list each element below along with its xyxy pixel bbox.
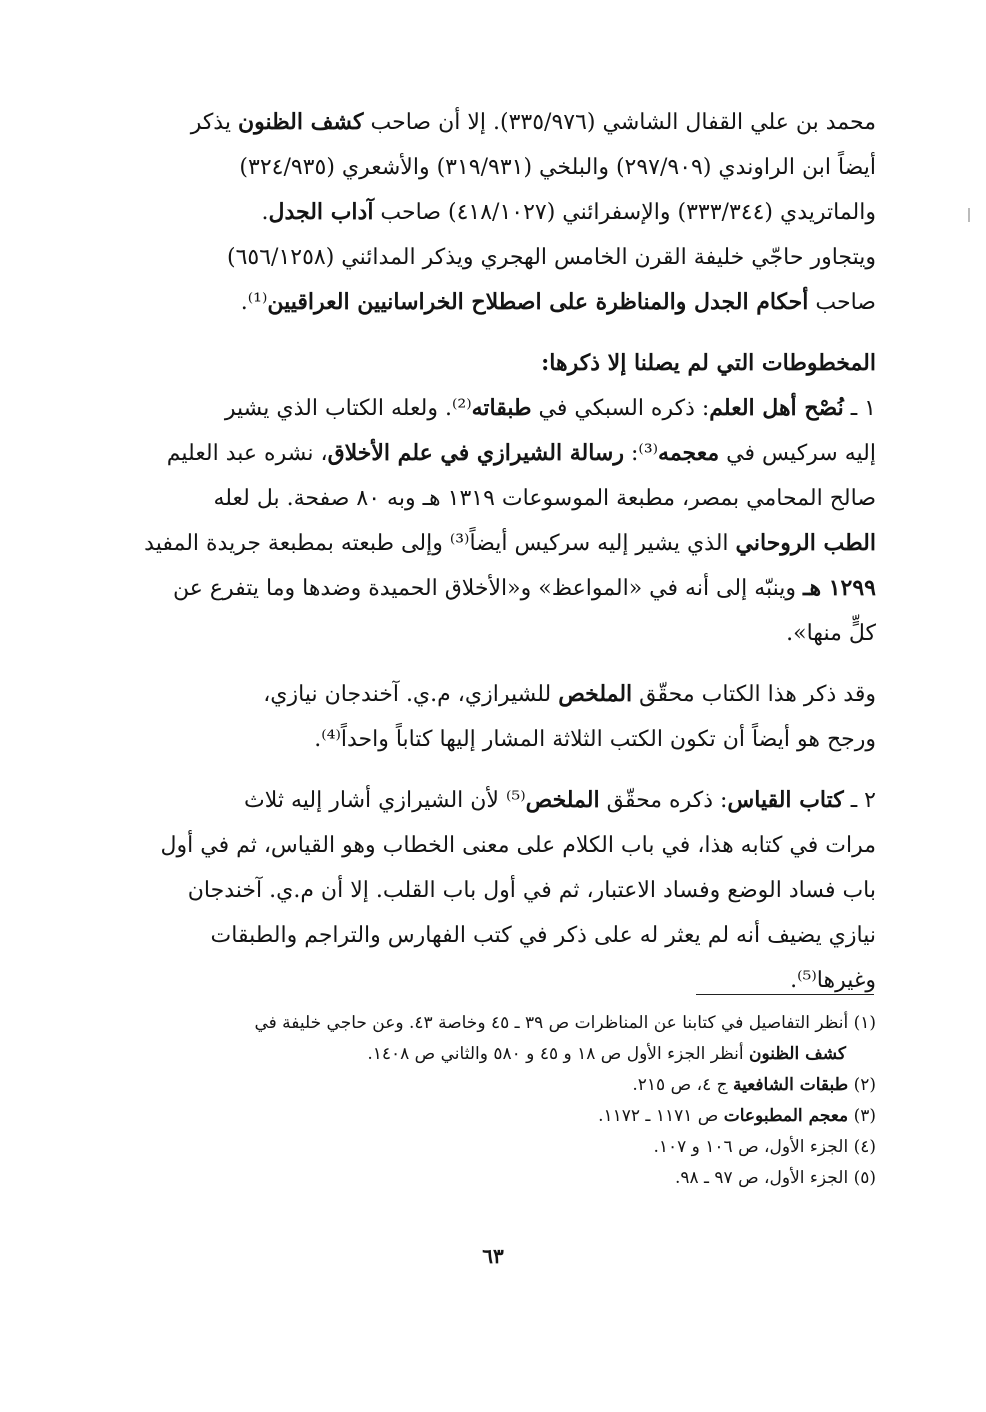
bold-title: أحكام الجدل والمناظرة على اصطلاح الخراسانيين العراقيين (267, 289, 809, 315)
text-run: نيازي يضيف أنه لم يعثر له على ذكر في كتب الفهارس والتراجم والطبقات (210, 923, 876, 948)
text-run: صاحب (808, 290, 876, 315)
text-run: والماتريدي (٣٣٣/٣٤٤) والإسفرائني (٤١٨/١٠٢٧) صاحب (373, 200, 876, 225)
bold-title: معجم المطبوعات (723, 1106, 849, 1126)
page-number: ٦٣ (482, 1244, 504, 1268)
bold-title: معجمه (658, 440, 720, 466)
text-run: (٣) (848, 1106, 876, 1126)
text-run: : ذكره محقّق (599, 788, 728, 813)
bold-title: المخطوطات التي لم يصلنا إلا ذكرها: (541, 350, 876, 376)
bold-title: نُصْح أهل العلم (709, 395, 844, 421)
text-run: أيضاً ابن الراوندي (٢٩٧/٩٠٩) والبلخي (٣١٩/٩٣١) والأشعري (٣٢٤/٩٣٥) (239, 155, 876, 180)
bold-title: الملخص (525, 787, 600, 813)
text-run: وغيرها⁽⁵⁾. (790, 968, 876, 993)
footnote (112, 1132, 876, 1163)
bold-title: ١٢٩٩ هـ (803, 575, 876, 601)
bold-title: طبقات الشافعية (732, 1075, 849, 1095)
bold-title: رسالة الشيرازي في علم الأخلاق (327, 440, 624, 466)
footnote-separator (696, 994, 874, 995)
text-run: ⁽²⁾. ولعله الكتاب الذي يشير (224, 396, 472, 421)
main-text (112, 100, 876, 1003)
footnotes (112, 1008, 876, 1194)
footnote (112, 1101, 876, 1132)
text-run: (١) أنظر التفاصيل في كتابنا عن المناظرات ص ٣٩ ـ ٤٥ وخاصة ٤٣. وعن حاجي خليفة في (254, 1013, 876, 1033)
text-run: ، نشره عبد العليم (166, 441, 328, 466)
margin-mark (968, 208, 970, 222)
bold-title: الملخص (558, 681, 633, 707)
text-run: إليه سركيس في (719, 441, 876, 466)
bold-title: كتاب القياس (727, 787, 844, 813)
text-run: . (261, 200, 269, 225)
text-run: أنظر الجزء الأول ص ١٨ و ٤٥ و ٥٨٠ والثاني ص ١٤٠٨. (367, 1044, 749, 1064)
footnote-continuation (112, 1039, 876, 1070)
paragraph (112, 341, 876, 656)
text-run: للشيرازي، م.ي. آخندجان نيازي، (263, 682, 559, 707)
text-run: : ذكره السبكي في (531, 396, 710, 421)
bold-title: الطب الروحاني (735, 530, 876, 556)
text-run: الذي يشير إليه سركيس أيضاً⁽³⁾ وإلى طبعته بمطبعة جريدة المفيد (144, 531, 736, 556)
text-run: ٢ ـ (843, 788, 876, 813)
text-run: ويتجاور حاجّي خليفة القرن الخامس الهجري ويذكر المدائني (٦٥٦/١٢٥٨) (227, 245, 876, 270)
text-run: ⁽¹⁾. (240, 290, 268, 315)
text-run: (٤) الجزء الأول، ص ١٠٦ و ١٠٧. (653, 1137, 876, 1157)
text-run: ١ ـ (843, 396, 876, 421)
bold-title: طبقاته (471, 395, 532, 421)
paragraph (112, 778, 876, 1003)
text-run: وينبّه إلى أنه في «المواعظ» و«الأخلاق الحميدة وضدها وما يتفرع عن (173, 576, 804, 601)
text-run: ج ٤، ص ٢١٥. (632, 1075, 733, 1095)
paragraph (112, 672, 876, 762)
text-run: باب فساد الوضع وفساد الاعتبار، ثم في أول باب القلب. إلا أن م.ي. آخندجان (187, 878, 876, 903)
footnote (112, 1163, 876, 1194)
footnote (112, 1008, 876, 1070)
bold-title: آداب الجدل (268, 199, 374, 225)
text-run: (٢) (848, 1075, 876, 1095)
text-run: محمد بن علي القفال الشاشي (٣٣٥/٩٧٦). إلا أن صاحب (363, 110, 876, 135)
text-run: ⁽³⁾: (624, 441, 659, 466)
bold-title: كشف الظنون (748, 1044, 846, 1064)
text-run: ورجح هو أيضاً أن تكون الكتب الثلاثة المشار إليها كتاباً واحداً⁽⁴⁾. (314, 727, 876, 752)
text-run: مرات في كتابه هذا، في باب الكلام على معنى الخطاب وهو القياس، ثم في أول (160, 833, 876, 858)
paragraph (112, 100, 876, 325)
text-run: يذكر (190, 110, 238, 135)
footnote (112, 1070, 876, 1101)
text-run: صالح المحامي بمصر، مطبعة الموسوعات ١٣١٩ هـ وبه ٨٠ صفحة. بل لعله (213, 486, 876, 511)
text-run: (٥) الجزء الأول، ص ٩٧ ـ ٩٨. (674, 1168, 876, 1188)
bold-title: كشف الظنون (237, 109, 364, 135)
text-run: ⁽⁵⁾ لأن الشيرازي أشار إليه ثلاث (244, 788, 526, 813)
text-run: كلٍّ منها». (786, 621, 876, 646)
text-run: وقد ذكر هذا الكتاب محقّق (632, 682, 876, 707)
text-run: ص ١١٧١ ـ ١١٧٢. (598, 1106, 724, 1126)
